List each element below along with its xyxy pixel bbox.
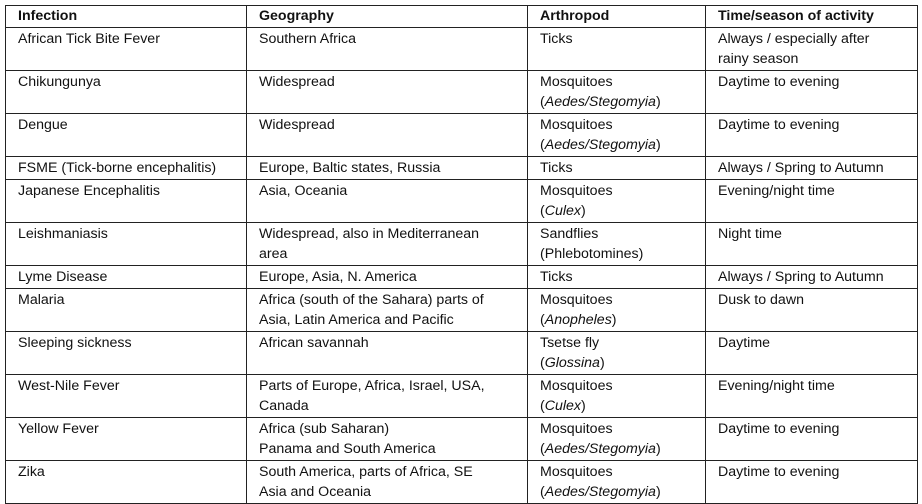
infection-cell (6, 157, 247, 180)
table-body (6, 28, 918, 504)
infection-cell (6, 180, 247, 223)
table-row (6, 223, 918, 266)
arthropod-cell (528, 114, 706, 157)
arthropod-genus-line: (Anopheles) (540, 312, 617, 328)
infection-name: Chikungunya (18, 74, 101, 90)
infection-name: West-Nile Fever (18, 378, 120, 394)
activity-line: Daytime to evening (718, 464, 840, 480)
geography-cell (247, 418, 528, 461)
table-row (6, 375, 918, 418)
activity-cell (706, 332, 918, 375)
geography-line: Europe, Asia, N. America (259, 269, 417, 285)
activity-cell (706, 28, 918, 71)
geography-cell (247, 223, 528, 266)
geography-line: Asia, Oceania (259, 183, 348, 199)
arthropod-cell (528, 418, 706, 461)
infection-name: Lyme Disease (18, 269, 108, 285)
arthropod-infection-table (5, 5, 918, 504)
infection-cell (6, 223, 247, 266)
geography-cell (247, 289, 528, 332)
arthropod-cell (528, 461, 706, 504)
activity-line: Always / Spring to Autumn (718, 269, 884, 285)
infection-name: Zika (18, 464, 45, 480)
geography-line: African savannah (259, 335, 369, 351)
activity-cell (706, 461, 918, 504)
activity-line: Evening/night time (718, 183, 835, 199)
arthropod-name: Mosquitoes (540, 292, 613, 308)
geography-line: Asia, Latin America and Pacific (259, 312, 454, 328)
geography-line: Southern Africa (259, 31, 357, 47)
geography-cell (247, 71, 528, 114)
arthropod-genus-line: (Aedes/Stegomyia) (540, 484, 661, 500)
arthropod-genus: Aedes/Stegomyia (544, 441, 656, 457)
geography-line: South America, parts of Africa, SE (259, 464, 473, 480)
arthropod-genus: Culex (544, 203, 582, 219)
geography-line: Panama and South America (259, 441, 436, 457)
infection-name: Malaria (18, 292, 65, 308)
arthropod-cell (528, 157, 706, 180)
activity-line: Daytime to evening (718, 421, 840, 437)
arthropod-cell (528, 71, 706, 114)
activity-line: Night time (718, 226, 782, 242)
geography-line: Widespread (259, 117, 335, 133)
activity-line: Daytime to evening (718, 117, 840, 133)
geography-cell (247, 180, 528, 223)
activity-cell (706, 157, 918, 180)
geography-line: Canada (259, 398, 309, 414)
geography-cell (247, 28, 528, 71)
geography-line: Widespread (259, 74, 335, 90)
infection-cell (6, 461, 247, 504)
arthropod-subtext: (Phlebotomines) (540, 246, 644, 262)
infection-cell (6, 28, 247, 71)
arthropod-name: Ticks (540, 269, 573, 285)
activity-cell (706, 266, 918, 289)
arthropod-genus-line: (Culex) (540, 398, 586, 414)
table-row (6, 180, 918, 223)
arthropod-genus-line: (Aedes/Stegomyia) (540, 441, 661, 457)
column-header-infection: Infection (6, 6, 247, 28)
arthropod-cell (528, 375, 706, 418)
arthropod-cell (528, 266, 706, 289)
table-row (6, 461, 918, 504)
geography-cell (247, 332, 528, 375)
geography-cell (247, 266, 528, 289)
arthropod-cell (528, 289, 706, 332)
arthropod-genus: Aedes/Stegomyia (544, 94, 656, 110)
table-row (6, 114, 918, 157)
infection-cell (6, 71, 247, 114)
activity-cell (706, 223, 918, 266)
infection-cell (6, 289, 247, 332)
table-row (6, 28, 918, 71)
table-header-row (6, 6, 918, 28)
arthropod-name: Tsetse fly (540, 335, 600, 351)
arthropod-genus: Aedes/Stegomyia (544, 137, 656, 153)
arthropod-cell (528, 180, 706, 223)
activity-line: Always / especially after (718, 31, 870, 47)
document-page (5, 5, 918, 504)
infection-name: FSME (Tick-borne encephalitis) (18, 160, 217, 176)
arthropod-genus: Anopheles (544, 312, 612, 328)
activity-cell (706, 114, 918, 157)
infection-name: Japanese Encephalitis (18, 183, 160, 199)
arthropod-genus-line: (Glossina) (540, 355, 605, 371)
arthropod-genus: Glossina (544, 355, 600, 371)
arthropod-name: Ticks (540, 31, 573, 47)
arthropod-genus-line: (Aedes/Stegomyia) (540, 94, 661, 110)
activity-line: Dusk to dawn (718, 292, 804, 308)
geography-cell (247, 157, 528, 180)
arthropod-name: Ticks (540, 160, 573, 176)
activity-line: Daytime (718, 335, 771, 351)
infection-name: Dengue (18, 117, 68, 133)
infection-cell (6, 332, 247, 375)
activity-cell (706, 71, 918, 114)
arthropod-genus: Aedes/Stegomyia (544, 484, 656, 500)
infection-name: Sleeping sickness (18, 335, 132, 351)
table-row (6, 157, 918, 180)
arthropod-name: Mosquitoes (540, 183, 613, 199)
geography-cell (247, 114, 528, 157)
column-header-geography: Geography (247, 6, 528, 28)
table-row (6, 71, 918, 114)
table-row (6, 418, 918, 461)
arthropod-name: Mosquitoes (540, 74, 613, 90)
arthropod-name: Mosquitoes (540, 421, 613, 437)
arthropod-genus-line: (Culex) (540, 203, 586, 219)
geography-line: Widespread, also in Mediterranean (259, 226, 480, 242)
geography-cell (247, 461, 528, 504)
arthropod-name: Mosquitoes (540, 378, 613, 394)
table-row (6, 332, 918, 375)
geography-line: Africa (sub Saharan) (259, 421, 390, 437)
infection-cell (6, 418, 247, 461)
infection-cell (6, 375, 247, 418)
geography-line: Europe, Baltic states, Russia (259, 160, 441, 176)
activity-cell (706, 180, 918, 223)
arthropod-cell (528, 28, 706, 71)
geography-line: Asia and Oceania (259, 484, 371, 500)
activity-cell (706, 289, 918, 332)
infection-cell (6, 266, 247, 289)
activity-cell (706, 418, 918, 461)
arthropod-name: Mosquitoes (540, 117, 613, 133)
activity-line: Always / Spring to Autumn (718, 160, 884, 176)
arthropod-cell (528, 223, 706, 266)
table-row (6, 266, 918, 289)
geography-cell (247, 375, 528, 418)
activity-line: rainy season (718, 51, 799, 67)
infection-name: Yellow Fever (18, 421, 99, 437)
arthropod-cell (528, 332, 706, 375)
arthropod-genus: Culex (544, 398, 582, 414)
infection-cell (6, 114, 247, 157)
table-row (6, 289, 918, 332)
geography-line: Africa (south of the Sahara) parts of (259, 292, 484, 308)
infection-name: Leishmaniasis (18, 226, 108, 242)
arthropod-name: Sandflies (540, 226, 599, 242)
geography-line: area (259, 246, 288, 262)
activity-cell (706, 375, 918, 418)
geography-line: Parts of Europe, Africa, Israel, USA, (259, 378, 485, 394)
infection-name: African Tick Bite Fever (18, 31, 160, 47)
activity-line: Evening/night time (718, 378, 835, 394)
column-header-activity-time: Time/season of activity (706, 6, 918, 28)
activity-line: Daytime to evening (718, 74, 840, 90)
column-header-arthropod: Arthropod (528, 6, 706, 28)
arthropod-name: Mosquitoes (540, 464, 613, 480)
arthropod-genus-line: (Aedes/Stegomyia) (540, 137, 661, 153)
